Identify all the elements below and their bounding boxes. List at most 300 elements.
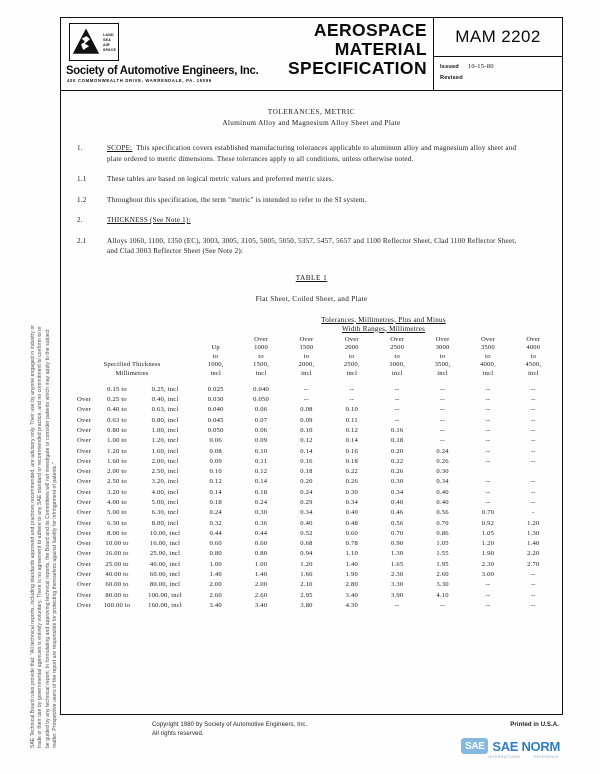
cell-over: Over <box>77 416 91 424</box>
cell-tolerance-1: 0.60 <box>254 540 268 548</box>
cell-tolerance-2: 0.52 <box>300 529 313 537</box>
cell-tolerance-7: -- <box>530 406 536 414</box>
cell-tolerance-0: 2.00 <box>209 581 222 589</box>
side-legal-line: matter. Prospective users of the report are responsible for protecting themselves against liability for infringement of patents." <box>52 462 59 748</box>
cell-tolerance-2: 3.80 <box>300 601 313 609</box>
document-header <box>61 18 562 91</box>
column-header-6 <box>465 336 510 379</box>
issued-label: Issued <box>440 64 459 70</box>
table-row <box>71 590 556 600</box>
cell-tolerance-5: 3.30 <box>436 581 449 589</box>
cell-tolerance-4: 0.34 <box>391 488 404 496</box>
col-head-line: 2000 <box>344 344 359 352</box>
col-head-line: 2500, <box>343 361 360 369</box>
cell-tolerance-7: 1.20 <box>527 519 540 527</box>
cell-tolerance-2: 2.10 <box>300 581 313 589</box>
cell-tolerance-4: 0.16 <box>391 427 404 435</box>
cell-tolerance-7: -- <box>530 396 536 404</box>
cell-tolerance-2: 2.95 <box>300 591 313 599</box>
cell-tolerance-6: 1.90 <box>481 550 495 558</box>
cell-tolerance-7: -- <box>530 499 536 506</box>
cell-tolerance-0: 1.00 <box>209 560 222 568</box>
spec-thickness-header <box>71 336 193 379</box>
cell-tolerance-7 <box>511 467 556 477</box>
cell-thickness-to: 160.00, incl <box>148 601 182 609</box>
cell-tolerance-0: 2.60 <box>209 591 222 599</box>
table-row <box>71 395 556 405</box>
section-scope <box>77 143 528 164</box>
cell-tolerance-4: 0.40 <box>391 499 404 506</box>
cell-thickness-from: 10.00 to <box>105 540 129 548</box>
col-head-line: to <box>349 352 355 360</box>
col-head-line: to <box>258 352 264 360</box>
section-number: 1. <box>77 144 83 152</box>
cell-tolerance-7: 2.70 <box>527 560 540 568</box>
cell-thickness-to: 100.00, incl <box>148 591 182 599</box>
table-row <box>71 570 556 580</box>
cell-over: Over <box>77 581 91 589</box>
cell-tolerance-7: -- <box>530 416 536 424</box>
table-row <box>71 477 556 487</box>
cell-tolerance-2: 0.08 <box>300 406 313 414</box>
logo-word: SPACE <box>103 47 117 52</box>
header-left-block <box>61 18 434 90</box>
col-head-line: Over <box>344 335 359 343</box>
cell-tolerance-7: -- <box>530 601 536 609</box>
col-head-line: 4000, <box>480 361 496 369</box>
cell-tolerance-2: -- <box>304 385 309 393</box>
cell-thickness-to: 16.00, incl <box>149 540 181 548</box>
col-head-line: to <box>530 352 537 360</box>
col-head-line: to <box>439 352 446 360</box>
cell-tolerance-0: 0.050 <box>207 427 224 435</box>
cell-over <box>71 384 97 394</box>
side-legal-line: be guided by any technical report. In formulating and approving technical reports, the Board and its Committees will not investigate or consider patents which may apply to the subject <box>44 329 51 748</box>
cell-tolerance-5: -- <box>440 416 445 424</box>
cell-tolerance-6: -- <box>485 478 491 486</box>
cell-tolerance-7: -- <box>530 591 536 599</box>
cell-over: Over <box>77 457 91 465</box>
cell-over: Over <box>77 570 91 578</box>
document-subject-line1: TOLERANCES, METRIC <box>267 108 356 116</box>
col-head-line: Over <box>435 335 450 343</box>
cell-tolerance-6: 3.00 <box>481 570 495 578</box>
cell-tolerance-1: 0.06 <box>254 427 268 435</box>
cell-tolerance-3: 0.11 <box>345 416 358 424</box>
table-row <box>71 549 556 559</box>
cell-tolerance-1: 0.30 <box>254 509 268 517</box>
cell-over: Over <box>77 591 91 599</box>
cell-tolerance-4: 3.30 <box>391 581 404 589</box>
cell-tolerance-0: 1.40 <box>209 570 222 578</box>
cell-tolerance-1: 1.40 <box>254 570 268 578</box>
cell-tolerance-0: 3.40 <box>209 601 222 609</box>
publication-title-line2: MATERIAL <box>334 39 427 59</box>
section-heading: THICKNESS (See Note 1): <box>107 216 191 224</box>
cell-tolerance-5: 0.70 <box>436 519 449 527</box>
cell-tolerance-5: 0.56 <box>436 509 449 517</box>
cell-tolerance-0: 0.44 <box>209 529 222 537</box>
cell-over: Over <box>77 601 91 609</box>
sae-norm-badge-text: SAE <box>465 740 485 752</box>
cell-tolerance-5: 1.95 <box>436 560 449 568</box>
section-text: These tables are based on logical metric values and preferred metric sizes. <box>107 175 334 183</box>
col-head-line: incl <box>482 369 494 377</box>
cell-tolerance-4: 2.30 <box>391 570 404 578</box>
cell-tolerance-3: 0.10 <box>345 406 358 414</box>
cell-tolerance-0: 0.040 <box>207 406 224 414</box>
cell-over: Over <box>77 396 91 404</box>
cell-tolerance-3: 1.40 <box>345 560 358 568</box>
publication-title <box>288 21 427 78</box>
cell-tolerance-0: 0.08 <box>209 447 222 455</box>
cell-tolerance-5: 0.34 <box>436 478 449 486</box>
cell-tolerance-6: -- <box>485 427 491 435</box>
cell-tolerance-7: -- <box>530 478 536 486</box>
column-header-2 <box>284 336 329 379</box>
section-1-1 <box>77 174 528 185</box>
cell-tolerance-3: 0.26 <box>345 478 358 486</box>
logo-word: LAND <box>103 32 114 37</box>
cell-over: Over <box>77 468 91 476</box>
cell-tolerance-0: 0.09 <box>209 457 222 465</box>
cell-tolerance-6: -- <box>485 447 491 455</box>
cell-over: Over <box>77 499 91 506</box>
section-1-2 <box>77 195 528 206</box>
table-row <box>71 426 556 436</box>
cell-tolerance-2: 0.10 <box>300 427 313 435</box>
table-row <box>71 528 556 538</box>
col-head-line: 3500 <box>480 344 495 352</box>
cell-tolerance-5: 0.24 <box>436 447 449 455</box>
col-head-line: 1500, <box>253 361 269 369</box>
table-row <box>71 580 556 590</box>
cell-tolerance-6: -- <box>485 488 491 496</box>
cell-tolerance-1: 2.60 <box>254 591 268 599</box>
col-head-line: incl <box>301 369 312 377</box>
col-head-line: Over <box>390 335 405 343</box>
cell-thickness-to: 0.25, incl <box>151 385 179 393</box>
cell-tolerance-1: 0.80 <box>254 550 268 558</box>
cell-tolerance-6: 2.30 <box>481 560 495 568</box>
cell-tolerance-6: -- <box>485 591 491 599</box>
printed-in-usa: Printed in U.S.A. <box>510 722 559 728</box>
document-number: MAM 2202 <box>455 27 541 46</box>
col-head-line: to <box>303 352 310 360</box>
cell-thickness-to: 0.80, incl <box>151 416 179 424</box>
col-head-line: 1000, <box>207 361 224 369</box>
col-head-line: Over <box>299 335 314 343</box>
col-head-line: to <box>485 352 491 360</box>
column-header-1 <box>238 336 283 379</box>
cell-thickness-from: 16.00 to <box>105 550 129 558</box>
cell-tolerance-7: -- <box>530 437 536 445</box>
cell-thickness-to: 1.00, incl <box>151 427 179 435</box>
col-head-line: incl <box>527 369 539 377</box>
col-head-line: incl <box>437 369 448 377</box>
cell-tolerance-5: -- <box>440 437 445 445</box>
table-row <box>71 487 556 497</box>
cell-tolerance-1: 0.06 <box>254 406 268 414</box>
section-text: This specification covers established manufacturing tolerances applicable to aluminum alloy and magnesium alloy sheet and plate ordered to metric dimensions. These tolerances apply to all conditions, unless otherwise noted. <box>107 144 517 163</box>
cell-tolerance-1: 0.24 <box>254 499 268 506</box>
issued-row <box>440 63 494 70</box>
cell-tolerance-6: -- <box>485 437 491 445</box>
cell-thickness-from: 1.20 to <box>107 447 127 455</box>
cell-over: Over <box>77 529 91 537</box>
society-address: 400 COMMONWEALTH DRIVE, WARRENDALE, PA. 15096 <box>67 78 212 83</box>
table-row <box>71 508 556 518</box>
table-row <box>71 559 556 569</box>
cell-tolerance-0: 0.32 <box>209 519 222 527</box>
cell-tolerance-4: 0.20 <box>391 447 404 455</box>
cell-tolerance-4: -- <box>394 601 400 609</box>
cell-over: Over <box>77 437 91 445</box>
cell-tolerance-2: 0.09 <box>300 416 313 424</box>
section-number: 1.1 <box>77 175 87 183</box>
cell-tolerance-3: -- <box>349 385 355 393</box>
cell-tolerance-3: 1.10 <box>345 550 358 558</box>
cell-thickness-from: 8.00 to <box>107 529 127 537</box>
cell-tolerance-7: 2.20 <box>527 550 540 558</box>
col-head-line: 3000 <box>435 344 450 352</box>
cell-thickness-to: 4.00, incl <box>151 488 179 496</box>
cell-thickness-to: 8.00, incl <box>151 519 179 527</box>
cell-tolerance-0: 0.030 <box>207 396 224 404</box>
table-row <box>71 539 556 549</box>
cell-tolerance-0: 0.24 <box>209 509 222 517</box>
cell-tolerance-1: 0.18 <box>254 488 268 496</box>
cell-tolerance-3: 0.22 <box>345 468 358 476</box>
col-head-line: 3000, <box>389 361 406 369</box>
cell-thickness-to: 6.30, incl <box>151 509 179 517</box>
cell-tolerance-3: 0.30 <box>345 488 358 496</box>
cell-thickness-from: 5.00 to <box>107 509 127 517</box>
cell-tolerance-4: 0.18 <box>391 437 404 445</box>
cell-thickness-from: 0.15 to <box>107 385 127 393</box>
col-head-line: incl <box>210 369 222 377</box>
tolerance-header-line2: Width Ranges, Millimetres <box>342 324 425 333</box>
cell-tolerance-6: 1.05 <box>481 529 495 537</box>
logo-word: AIR <box>103 42 110 47</box>
section-2-1 <box>77 236 528 257</box>
table-row <box>71 415 556 425</box>
cell-tolerance-5: 0.40 <box>436 499 449 506</box>
cell-tolerance-7: - <box>532 509 535 517</box>
section-number: 1.2 <box>77 195 87 204</box>
cell-over: Over <box>77 447 91 455</box>
sae-norm-sub-right: REFERENCE <box>533 755 559 759</box>
col-head-line: to <box>394 352 400 360</box>
spec-thickness-line1: Specified Thickness <box>103 361 161 369</box>
revised-row <box>440 74 472 81</box>
cell-tolerance-4: -- <box>394 385 400 393</box>
header-right-block <box>434 18 562 90</box>
copyright-line2: All rights reserved. <box>152 731 204 737</box>
section-text: Throughout this specification, the term "metric" is intended to refer to the SI system. <box>107 195 367 204</box>
cell-tolerance-7: -- <box>530 581 536 589</box>
cell-tolerance-7: -- <box>530 488 536 496</box>
cell-tolerance-2: 0.94 <box>300 550 313 558</box>
table-row <box>71 456 556 466</box>
cell-tolerance-7: -- <box>530 570 536 578</box>
cell-over: Over <box>77 560 91 568</box>
cell-over: Over <box>77 478 91 486</box>
cell-thickness-to: 60.00, incl <box>149 570 181 578</box>
header-divider <box>434 56 562 57</box>
cell-over: Over <box>77 509 91 517</box>
cell-tolerance-1: 0.14 <box>254 478 268 486</box>
sae-triangle-icon <box>72 28 100 56</box>
cell-tolerance-5: 2.60 <box>436 570 449 578</box>
tolerance-table-superheader <box>211 316 556 333</box>
cell-tolerance-3: 0.34 <box>345 499 358 506</box>
tolerance-header-line1: Tolerances, Millimetres, Plus and Minus <box>321 315 446 324</box>
cell-tolerance-5: -- <box>440 601 445 609</box>
cell-tolerance-0: 0.10 <box>209 468 222 476</box>
cell-tolerance-0: 0.025 <box>207 385 224 393</box>
cell-tolerance-2: 0.24 <box>300 488 313 496</box>
section-number: 2. <box>77 216 83 224</box>
cell-over: Over <box>77 540 91 548</box>
cell-thickness-from: 6.30 to <box>107 519 127 527</box>
cell-over: Over <box>77 519 91 527</box>
cell-tolerance-2: 0.34 <box>300 509 313 517</box>
society-name: Society of Automotive Engineers, Inc. <box>66 64 259 77</box>
cell-tolerance-4: 0.30 <box>391 478 404 486</box>
cell-tolerance-7: -- <box>530 457 536 465</box>
cell-tolerance-1: 0.36 <box>254 519 268 527</box>
col-head-line: 2500 <box>390 344 405 352</box>
cell-tolerance-2: 0.12 <box>300 437 313 445</box>
cell-tolerance-5: 4.10 <box>436 591 449 599</box>
cell-tolerance-3: 0.60 <box>345 529 358 537</box>
cell-tolerance-1: 0.10 <box>254 447 268 455</box>
cell-thickness-to: 80.00, incl <box>149 581 181 589</box>
cell-tolerance-4: -- <box>394 406 400 414</box>
cell-tolerance-6: -- <box>485 385 491 393</box>
cell-tolerance-2: 1.20 <box>300 560 313 568</box>
cell-tolerance-6: -- <box>485 457 491 465</box>
cell-tolerance-6: -- <box>485 396 491 404</box>
tolerance-table-wrap <box>71 316 556 611</box>
sae-logo-words <box>103 33 116 52</box>
cell-tolerance-3: 0.16 <box>345 447 358 455</box>
cell-tolerance-6: -- <box>485 416 491 424</box>
cell-tolerance-4: 1.65 <box>391 560 404 568</box>
column-header-0 <box>193 336 238 379</box>
cell-tolerance-0: 0.80 <box>209 550 222 558</box>
table-caption <box>61 274 562 282</box>
side-legal-line: trade or their use by governmental agencies is entirely voluntary. There is no agreement to adhere to any SAE standard or recommended practice, and no commitment to conform to or <box>37 326 44 748</box>
cell-tolerance-6: -- <box>485 581 491 589</box>
cell-over: Over <box>77 427 91 435</box>
cell-thickness-from: 0.25 to <box>107 396 127 404</box>
cell-thickness-to: 25.00, incl <box>149 550 181 558</box>
cell-tolerance-5: 0.26 <box>436 457 449 465</box>
section-body <box>107 143 528 164</box>
cell-tolerance-1: 0.09 <box>254 437 268 445</box>
logo-word: SEA <box>103 37 111 42</box>
cell-tolerance-0: 0.18 <box>209 499 222 506</box>
section-heading: SCOPE: <box>107 144 133 152</box>
cell-over: Over <box>77 488 91 496</box>
sae-logo <box>69 23 119 61</box>
section-text: Alloys 1060, 1100, 1350 (EC), 3003, 3005, 3105, 5005, 5050, 5357, 5457, 5657 and 1100 Reflector Sheet, Clad 1100 Reflector Sheet, and Clad 3003 Reflector Sheet (See Note 2): <box>107 236 517 255</box>
cell-tolerance-5: 0.86 <box>436 529 449 537</box>
cell-tolerance-7: 1.40 <box>527 540 540 548</box>
cell-thickness-from: 25.00 to <box>105 560 129 568</box>
cell-tolerance-2: 0.16 <box>300 457 313 465</box>
tolerance-table <box>71 336 556 611</box>
cell-tolerance-2: -- <box>304 396 309 404</box>
cell-tolerance-3: 0.12 <box>345 427 358 435</box>
document-subject-line2: Aluminum Alloy and Magnesium Alloy Sheet and Plate <box>222 119 401 127</box>
cell-thickness-to: 1.20, incl <box>151 437 179 445</box>
table-row <box>71 467 556 477</box>
revised-label: Revised <box>440 75 463 81</box>
table-row <box>71 436 556 446</box>
cell-tolerance-0: 0.045 <box>207 416 224 424</box>
table-row <box>71 446 556 456</box>
cell-tolerance-4: 0.22 <box>391 457 404 465</box>
cell-tolerance-4: 3.90 <box>391 591 404 599</box>
table-row <box>71 405 556 415</box>
col-head-line: to <box>212 352 219 360</box>
col-head-line: Over <box>526 335 541 343</box>
col-head-line: 3500, <box>434 361 451 369</box>
column-header-3 <box>329 336 374 379</box>
col-head-line: incl <box>255 369 267 377</box>
cell-thickness-to: 40.00, incl <box>149 560 181 568</box>
cell-over: Over <box>77 406 91 414</box>
publication-title-line3: SPECIFICATION <box>287 58 427 78</box>
cell-tolerance-7: -- <box>530 385 536 393</box>
cell-tolerance-2: 0.29 <box>300 499 313 506</box>
cell-thickness-from: 100.00 to <box>103 601 131 609</box>
cell-tolerance-2: 0.68 <box>300 540 313 548</box>
col-head-line: 2000, <box>298 361 315 369</box>
cell-thickness-to: 0.63, incl <box>151 406 179 414</box>
sae-norm-subtitle <box>488 755 559 759</box>
column-header-4 <box>375 336 420 379</box>
cell-tolerance-1: 0.11 <box>255 457 268 465</box>
cell-tolerance-3: 0.40 <box>345 509 358 517</box>
cell-tolerance-2: 0.20 <box>300 478 313 486</box>
table-header-row <box>71 336 556 379</box>
section-thickness <box>77 215 528 226</box>
cell-tolerance-4: 0.56 <box>391 519 404 527</box>
cell-tolerance-4: 0.26 <box>391 468 404 476</box>
document-frame <box>60 17 563 715</box>
cell-thickness-from: 60.00 to <box>105 581 129 589</box>
cell-tolerance-1: 0.040 <box>253 385 269 393</box>
cell-thickness-from: 40.00 to <box>105 570 129 578</box>
copyright-line1: Copyright 1980 by Society of Automotive Engineers, Inc. <box>152 722 308 728</box>
sae-norm-wordmark: SAE NORM <box>492 738 560 754</box>
cell-tolerance-3: 1.90 <box>345 570 358 578</box>
cell-thickness-to: 0.40, incl <box>151 396 179 404</box>
cell-tolerance-5: -- <box>440 406 445 414</box>
column-header-7 <box>511 336 556 379</box>
cell-tolerance-7: -- <box>530 427 536 435</box>
cell-tolerance-0: 0.14 <box>209 488 222 496</box>
cell-thickness-to: 1.60, incl <box>151 447 179 455</box>
cell-tolerance-5: -- <box>440 385 445 393</box>
cell-tolerance-3: 0.48 <box>345 519 358 527</box>
col-head-line: incl <box>346 369 358 377</box>
sae-norm-sub-left: INTERNATIONAL <box>488 755 522 759</box>
